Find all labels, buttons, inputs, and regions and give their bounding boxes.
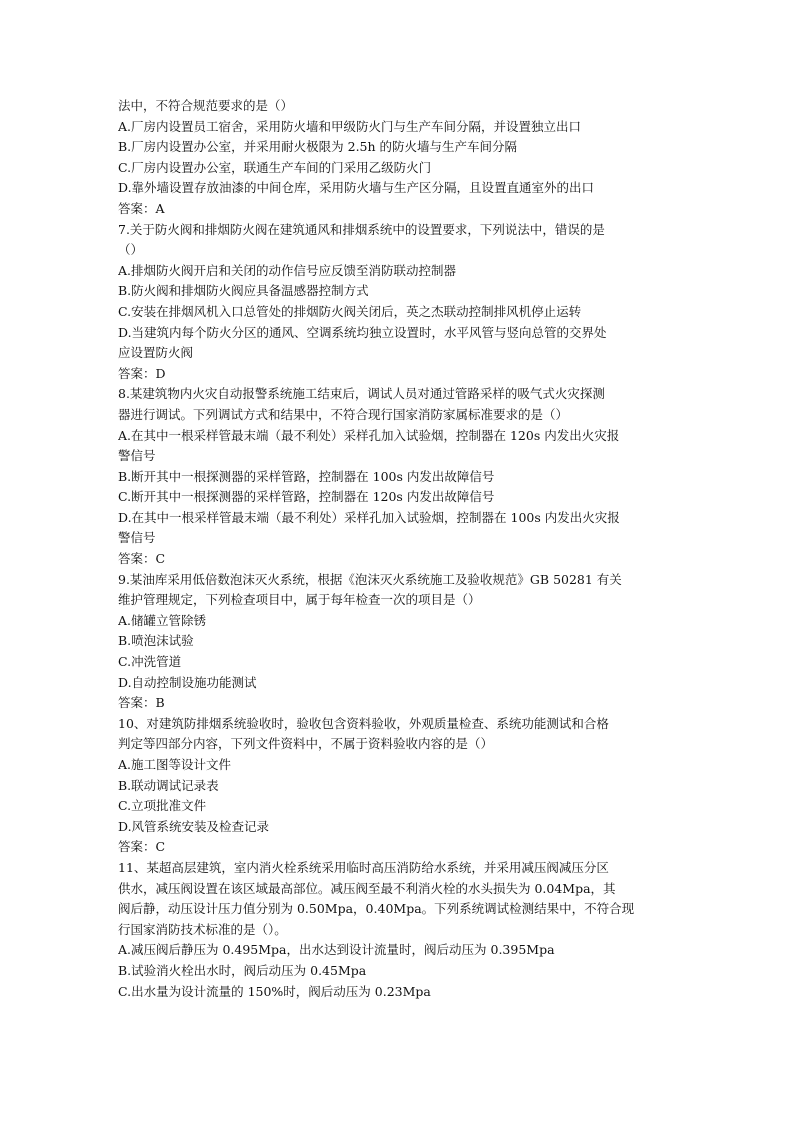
q7-option-d: D.当建筑内每个防火分区的通风、空调系统均独立设置时，水平风管与竖向总管的交界处 xyxy=(118,324,607,340)
q11-stem: 行国家消防技术标准的是（）。 xyxy=(118,921,287,937)
q10-option-c: C.立项批准文件 xyxy=(118,798,207,814)
q11-stem: 供水，减压阀设置在该区域最高部位。减压阀至最不利消火栓的水头损失为 0.04Mpa，其 xyxy=(118,880,616,896)
document-page xyxy=(118,96,678,1002)
q11-option-c: C.出水量为设计流量的 150%时，阀后动压为 0.23Mpa xyxy=(118,983,431,999)
q8-answer: 答案：C xyxy=(118,551,166,567)
q9-answer: 答案：B xyxy=(118,695,165,711)
q8-option-a: 警信号 xyxy=(118,448,156,464)
q7-stem: （） xyxy=(118,242,144,258)
q11-stem: 阀后静，动压设计压力值分别为 0.50Mpa，0.40Mpa。下列系统调试检测结果中，不符合现 xyxy=(118,901,635,917)
q9-stem: 维护管理规定，下列检查项目中，属于每年检查一次的项目是（） xyxy=(118,592,481,608)
q6-stem-end: 法中，不符合规范要求的是（） xyxy=(118,98,294,113)
q7-stem: 7.关于防火阀和排烟防火阀在建筑通风和排烟系统中的设置要求，下列说法中，错误的是 xyxy=(118,221,605,237)
q10-option-b: B.联动调试记录表 xyxy=(118,777,219,793)
q10-answer: 答案：C xyxy=(118,839,166,855)
q8-option-a: A.在其中一根采样管最末端（最不利处）采样孔加入试验烟，控制器在 120s 内发出火灾报 xyxy=(118,427,620,443)
q8-stem: 8.某建筑物内火灾自动报警系统施工结束后，调试人员对通过管路采样的吸气式火灾探测 xyxy=(118,386,605,402)
q8-option-d: D.在其中一根采样管最末端（最不利处）采样孔加入试验烟，控制器在 100s 内发出火灾报 xyxy=(118,509,620,525)
q7-option-a: A.排烟防火阀开启和关闭的动作信号应反馈至消防联动控制器 xyxy=(118,262,457,278)
q8-option-d: 警信号 xyxy=(118,530,156,546)
q11-option-a: A.减压阀后静压为 0.495Mpa，出水达到设计流量时，阀后动压为 0.395Mpa xyxy=(118,942,555,958)
q10-stem: 10、对建筑防排烟系统验收时，验收包含资料验收，外观质量检查、系统功能测试和合格 xyxy=(118,715,609,731)
q9-option-a: A.储罐立管除锈 xyxy=(118,612,207,628)
q6-option-b: B.厂房内设置办公室，并采用耐火极限为 2.5h 的防火墙与生产车间分隔 xyxy=(118,139,518,155)
q11-stem: 11、某超高层建筑，室内消火栓系统采用临时高压消防给水系统，并采用减压阀减压分区 xyxy=(118,859,609,875)
q10-stem: 判定等四部分内容，下列文件资料中，不属于资料验收内容的是（） xyxy=(118,736,494,752)
q6-option-d: D.靠外墙设置存放油漆的中间仓库，采用防火墙与生产区分隔，且设置直通室外的出口 xyxy=(118,180,595,196)
q7-option-b: B.防火阀和排烟防火阀应具备温感器控制方式 xyxy=(118,283,369,299)
q9-stem: 9.某油库采用低倍数泡沫灭火系统，根据《泡沫灭火系统施工及验收规范》GB 50281 有关 xyxy=(118,571,622,587)
q6-option-a: A.厂房内设置员工宿舍，采用防火墙和甲级防火门与生产车间分隔，并设置独立出口 xyxy=(118,118,582,134)
q9-option-d: D.自动控制设施功能测试 xyxy=(118,674,257,690)
q11-option-b: B.试验消火栓出水时，阀后动压为 0.45Mpa xyxy=(118,962,367,978)
q10-option-a: A.施工图等设计文件 xyxy=(118,757,232,772)
q8-stem: 器进行调试。下列调试方式和结果中，不符合现行国家消防家属标准要求的是（） xyxy=(118,406,569,422)
q7-answer: 答案：D xyxy=(118,365,166,381)
q6-answer: 答案：A xyxy=(118,200,165,216)
q8-option-b: B.断开其中一根探测器的采样管路，控制器在 100s 内发出故障信号 xyxy=(118,468,495,484)
q7-option-d: 应设置防火阀 xyxy=(118,345,194,361)
q9-option-b: B.喷泡沫试验 xyxy=(118,633,194,649)
q8-option-c: C.断开其中一根探测器的采样管路，控制器在 120s 内发出故障信号 xyxy=(118,489,495,505)
q9-option-c: C.冲洗管道 xyxy=(118,654,182,670)
q10-option-d: D.风管系统安装及检查记录 xyxy=(118,818,270,834)
q6-option-c: C.厂房内设置办公室，联通生产车间的门采用乙级防火门 xyxy=(118,159,432,175)
q7-option-c: C.安装在排烟风机入口总管处的排烟防火阀关闭后，英之杰联动控制排风机停止运转 xyxy=(118,303,582,319)
